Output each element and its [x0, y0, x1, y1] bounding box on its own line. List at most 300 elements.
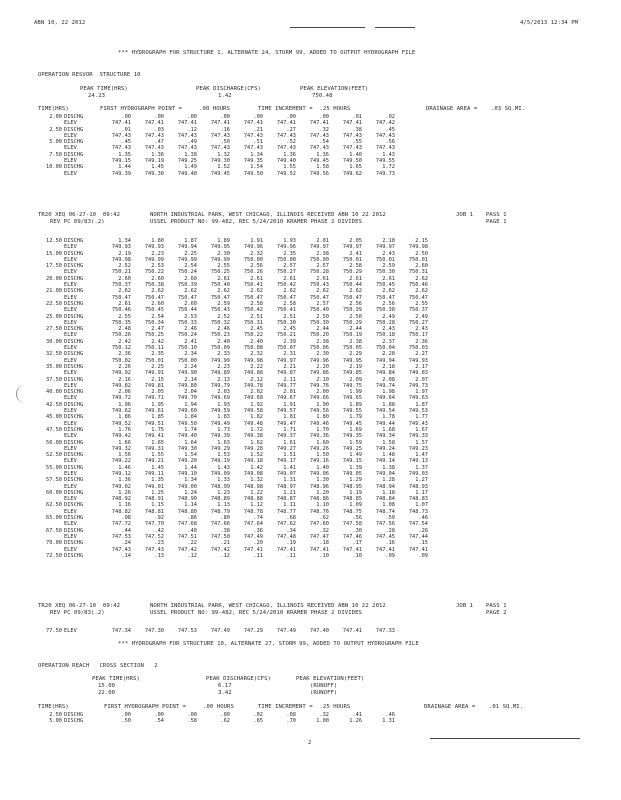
value-cell: 1.40	[316, 464, 329, 471]
value-cell: 2.23	[151, 250, 164, 257]
type-cell: DISCHG	[64, 351, 84, 358]
time-cell: 22.50	[46, 300, 62, 307]
value-cell: 2.24	[184, 363, 197, 370]
value-cell: 1.34	[118, 238, 131, 244]
value-cell: 749.39	[210, 433, 230, 440]
value-cell: 1.73	[217, 426, 230, 433]
value-cell: 749.48	[243, 420, 263, 427]
value-cell: 1.36	[118, 477, 131, 484]
value-cell: 2.25	[184, 250, 197, 257]
value-cell: .00	[253, 114, 263, 120]
value-cell: .28	[385, 527, 395, 534]
value-cell: .01	[352, 114, 362, 120]
value-cell: 750.47	[243, 294, 263, 301]
time-cell: 12.50	[46, 238, 62, 244]
value-cell: 1.38	[184, 151, 197, 158]
value-cell: .54	[154, 718, 164, 725]
type-cell: DISCHG	[64, 263, 84, 270]
value-cell: 1.84	[184, 414, 197, 421]
value-cell: 747.41	[144, 120, 164, 127]
table-row	[40, 718, 395, 724]
value-cell: 747.43	[243, 132, 263, 139]
value-cell: 750.12	[111, 345, 131, 352]
value-cell: 750.17	[408, 332, 428, 339]
value-cell: 747.43	[144, 132, 164, 139]
value-cell: 1.43	[217, 464, 230, 471]
value-cell: 748.82	[111, 508, 131, 515]
value-cell: 748.81	[144, 508, 164, 515]
type-cell: ELEV	[64, 269, 77, 276]
value-cell: 749.39	[111, 170, 131, 177]
value-cell: 2.61	[316, 275, 329, 282]
value-cell: 1.60	[316, 439, 329, 446]
value-cell: 747.43	[309, 132, 329, 139]
value-cell: 2.21	[283, 363, 296, 370]
value-cell: 750.29	[342, 269, 362, 276]
op2-peak-time-2: 22.00	[98, 690, 116, 696]
value-cell: 748.98	[243, 483, 263, 490]
value-cell: .15	[418, 540, 428, 547]
value-cell: .21	[253, 126, 263, 133]
peak-elevation-label: PEAK ELEVATION(FEET)	[300, 86, 369, 92]
value-cell: 750.42	[243, 307, 263, 314]
value-cell: 749.73	[408, 382, 428, 389]
value-cell: 750.18	[375, 332, 395, 339]
value-cell: 1.91	[250, 238, 263, 244]
value-cell: 2.53	[151, 263, 164, 270]
value-cell: 2.62	[349, 288, 362, 295]
value-cell: 749.35	[342, 433, 362, 440]
value-cell: 2.26	[118, 363, 131, 370]
value-cell: 2.49	[382, 313, 395, 320]
op2-peak-discharge-1: 6.17	[218, 683, 232, 689]
value-cell: 750.01	[408, 256, 428, 263]
value-cell: 750.40	[210, 282, 230, 289]
value-cell: 749.49	[210, 420, 230, 427]
value-cell: 1.70	[316, 426, 329, 433]
op2-peak-time-label: PEAK TIME(HRS)	[92, 676, 140, 682]
time-cell: 32.50	[46, 351, 62, 358]
value-cell: 749.16	[309, 458, 329, 465]
value-cell: 749.13	[408, 458, 428, 465]
value-cell: 749.99	[177, 256, 197, 263]
type-cell: ELEV	[64, 319, 77, 326]
value-cell: 1.09	[349, 502, 362, 509]
value-cell: 2.45	[283, 326, 296, 333]
value-cell: 749.71	[144, 395, 164, 402]
value-cell: 2.10	[382, 238, 395, 244]
value-cell: 749.11	[144, 470, 164, 477]
value-cell: 750.30	[276, 319, 296, 326]
type-cell: ELEV	[64, 483, 77, 490]
value-cell: 749.90	[177, 370, 197, 377]
value-cell: 1.32	[217, 151, 230, 158]
value-cell: 1.53	[217, 452, 230, 459]
value-cell: 749.97	[309, 244, 329, 251]
value-cell: 749.35	[243, 158, 263, 165]
op2-peak-discharge-label: PEAK DISCHARGE(CFS)	[206, 676, 271, 682]
value-cell: 749.68	[243, 395, 263, 402]
value-cell: 748.99	[210, 483, 230, 490]
value-cell: 1.93	[283, 238, 296, 244]
value-cell: 749.47	[276, 420, 296, 427]
time-cell: 55.00	[46, 464, 62, 471]
type-cell: DISCHG	[64, 151, 84, 158]
value-cell: 1.26	[118, 489, 131, 496]
value-cell: 749.67	[276, 395, 296, 402]
type-cell: DISCHG	[64, 452, 84, 459]
value-cell: 1.14	[184, 502, 197, 509]
value-cell: 2.51	[250, 313, 263, 320]
value-cell: 1.54	[184, 452, 197, 459]
value-cell: .02	[385, 114, 395, 120]
value-cell: 749.93	[111, 244, 131, 251]
op2-peak-elevation-1: (RUNOFF)	[310, 683, 338, 689]
value-cell: 747.43	[111, 546, 131, 553]
value-cell: 748.93	[408, 483, 428, 490]
value-cell: 747.43	[144, 546, 164, 553]
job2-header-left-b: REV PC 09/83(.2)	[50, 610, 105, 616]
value-cell: 748.87	[276, 496, 296, 503]
value-cell: 749.52	[276, 170, 296, 177]
time-cell: 77.50	[46, 628, 62, 634]
value-cell: 2.28	[382, 351, 395, 358]
value-cell: 1.20	[316, 489, 329, 496]
value-cell: 2.01	[283, 389, 296, 396]
job2-header-center-b: USSEL PRODUCT NO: 99-482, REC 5/24/2010 KRAMER PHASE 2 DIVIDES	[150, 610, 362, 616]
value-cell: 750.23	[210, 332, 230, 339]
value-cell: 749.96	[243, 244, 263, 251]
value-cell: 749.10	[177, 470, 197, 477]
value-cell: 1.34	[250, 151, 263, 158]
value-cell: 2.57	[316, 263, 329, 270]
value-cell: .41	[352, 712, 362, 718]
value-cell: 747.49	[276, 628, 296, 634]
value-cell: 2.40	[217, 338, 230, 345]
value-cell: 1.23	[217, 489, 230, 496]
value-cell: .08	[286, 712, 296, 718]
value-cell: 1.21	[283, 489, 296, 496]
op2-peak-discharge-2: 3.42	[218, 690, 232, 696]
pass2-label: PASS 1	[486, 603, 507, 609]
value-cell: 749.20	[177, 458, 197, 465]
op2-peak-elevation-label: PEAK ELEVATION(FEET)	[296, 676, 365, 682]
value-cell: 750.31	[408, 269, 428, 276]
value-cell: 1.69	[349, 426, 362, 433]
value-cell: 747.41	[408, 546, 428, 553]
value-cell: 750.21	[276, 332, 296, 339]
type-cell: DISCHG	[64, 401, 84, 408]
value-cell: 2.03	[217, 389, 230, 396]
operation-title: OPERATION RESVOR STRUCTURE 10	[38, 72, 141, 78]
value-cell: 2.47	[151, 326, 164, 333]
value-cell: .09	[385, 552, 395, 559]
value-cell: 750.38	[144, 282, 164, 289]
type-cell: DISCHG	[64, 238, 84, 244]
type-cell: DISCHG	[64, 139, 84, 146]
value-cell: 1.56	[118, 452, 131, 459]
value-cell: 750.21	[111, 269, 131, 276]
value-cell: .09	[418, 552, 428, 559]
value-cell: 2.58	[250, 300, 263, 307]
value-cell: .13	[154, 552, 164, 559]
value-cell: 1.58	[382, 439, 395, 446]
value-cell: 1.26	[349, 718, 362, 725]
value-cell: 749.24	[375, 445, 395, 452]
value-cell: 750.28	[375, 319, 395, 326]
time-increment-label: TIME INCREMENT = .25 HOURS	[258, 106, 351, 112]
value-cell: 750.24	[177, 269, 197, 276]
value-cell: 1.92	[250, 401, 263, 408]
page-label: PAGE 1	[486, 219, 507, 225]
type-cell: DISCHG	[64, 515, 84, 522]
value-cell: 749.32	[111, 445, 131, 452]
time-cell: 27.50	[46, 326, 62, 333]
value-cell: .46	[418, 515, 428, 522]
value-cell: 747.43	[342, 145, 362, 152]
type-cell: DISCHG	[64, 275, 84, 282]
value-cell: 750.43	[210, 307, 230, 314]
type-cell: ELEV	[64, 408, 77, 415]
value-cell: 749.95	[342, 357, 362, 364]
type-cell: DISCHG	[64, 712, 84, 718]
value-cell: 750.20	[309, 332, 329, 339]
type-cell: DISCHG	[64, 363, 84, 370]
value-cell: 749.46	[309, 420, 329, 427]
value-cell: 2.10	[316, 376, 329, 383]
time-cell: 47.50	[46, 426, 62, 433]
value-cell: 749.97	[375, 244, 395, 251]
table-row	[40, 171, 395, 177]
value-cell: 2.27	[415, 351, 428, 358]
type-cell: ELEV	[64, 533, 77, 540]
value-cell: .62	[319, 515, 329, 522]
value-cell: 750.40	[309, 307, 329, 314]
value-cell: 1.16	[118, 502, 131, 509]
value-cell: 2.55	[118, 313, 131, 320]
time-cell: 62.50	[46, 502, 62, 509]
time-cell: 67.50	[46, 527, 62, 534]
time-cell: 52.50	[46, 452, 62, 459]
value-cell: 749.95	[210, 244, 230, 251]
value-cell: 749.30	[210, 158, 230, 165]
value-cell: 750.47	[144, 294, 164, 301]
value-cell: 2.60	[151, 300, 164, 307]
value-cell: .55	[352, 139, 362, 146]
header-date-right: 4/5/2013 12:34 PM	[520, 20, 579, 26]
job-header-center-a: NORTH INDUSTRIAL PARK, WEST CHICAGO, ILLINOIS RECEIVED ABN 10 22 2012	[150, 212, 386, 218]
value-cell: 749.05	[342, 470, 362, 477]
value-cell: 2.54	[151, 313, 164, 320]
value-cell: 749.89	[210, 370, 230, 377]
value-cell: 748.92	[111, 496, 131, 503]
value-cell: 1.79	[349, 414, 362, 421]
value-cell: 749.50	[243, 170, 263, 177]
time-cell: 5.00	[49, 718, 62, 725]
value-cell: 749.07	[276, 470, 296, 477]
value-cell: 747.50	[210, 533, 230, 540]
value-cell: 1.93	[217, 401, 230, 408]
value-cell: 750.22	[243, 332, 263, 339]
type-cell: DISCHG	[64, 114, 84, 120]
value-cell: .50	[220, 139, 230, 146]
value-cell: 747.41	[309, 120, 329, 127]
value-cell: 1.94	[184, 401, 197, 408]
value-cell: .23	[154, 540, 164, 547]
value-cell: 749.86	[309, 370, 329, 377]
value-cell: 748.76	[309, 508, 329, 515]
value-cell: 1.31	[283, 477, 296, 484]
peak-discharge-value: 1.42	[218, 93, 232, 99]
time-cell: 10.00	[46, 164, 62, 171]
drainage-area-label: DRAINAGE AREA = .03 SQ.MI.	[426, 106, 526, 112]
value-cell: 747.30	[144, 628, 164, 634]
value-cell: 1.07	[415, 502, 428, 509]
type-cell: ELEV	[64, 628, 77, 634]
value-cell: 2.43	[415, 326, 428, 333]
value-cell: 749.09	[210, 470, 230, 477]
value-cell: 747.72	[111, 521, 131, 528]
value-cell: 747.41	[375, 546, 395, 553]
value-cell: 2.39	[283, 338, 296, 345]
value-cell: .20	[253, 540, 263, 547]
value-cell: 749.94	[375, 357, 395, 364]
value-cell: 1.67	[415, 426, 428, 433]
value-cell: 1.55	[151, 452, 164, 459]
value-cell: 750.10	[177, 345, 197, 352]
op2-first-point-label: FIRST HYDROGRAPH POINT = .00 HOURS	[104, 704, 234, 710]
value-cell: 749.19	[210, 458, 230, 465]
value-cell: 1.15	[151, 502, 164, 509]
value-cell: 2.15	[151, 376, 164, 383]
value-cell: 747.54	[408, 521, 428, 528]
value-cell: 2.32	[250, 250, 263, 257]
value-cell: 2.52	[118, 263, 131, 270]
value-cell: 750.27	[408, 319, 428, 326]
value-cell: 2.19	[349, 363, 362, 370]
value-cell: 750.34	[144, 319, 164, 326]
value-cell: 748.77	[276, 508, 296, 515]
value-cell: 749.55	[375, 158, 395, 165]
hydrograph-title-1: *** HYDROGRAPH FOR STRUCTURE 1, ALTERNATE 24, STORM 99, ADDED TO OUTPUT HYDROGRAPH FILE	[118, 50, 416, 56]
value-cell: 2.17	[415, 363, 428, 370]
value-cell: 1.27	[415, 477, 428, 484]
value-cell: 2.42	[118, 338, 131, 345]
type-cell: ELEV	[64, 420, 77, 427]
value-cell: 2.54	[184, 263, 197, 270]
value-cell: 1.19	[349, 489, 362, 496]
value-cell: 749.84	[375, 370, 395, 377]
value-cell: 2.60	[118, 275, 131, 282]
job2-label: JOB 1	[456, 603, 474, 609]
time-cell: 40.00	[46, 389, 62, 396]
time-cell: 35.00	[46, 363, 62, 370]
value-cell: 1.36	[316, 151, 329, 158]
value-cell: 747.41	[243, 120, 263, 127]
job2-header-left-a: TR20 XEQ 06-27-10 09:42	[38, 603, 121, 609]
op2-peak-elevation-2: (RUNOFF)	[310, 690, 338, 696]
value-cell: .49	[187, 139, 197, 146]
value-cell: 749.65	[342, 395, 362, 402]
value-cell: .12	[187, 552, 197, 559]
value-cell: 750.46	[111, 307, 131, 314]
type-cell: DISCHG	[64, 718, 84, 725]
value-cell: 749.38	[243, 433, 263, 440]
value-cell: 747.41	[111, 120, 131, 127]
value-cell: .56	[385, 139, 395, 146]
value-cell: 2.51	[283, 313, 296, 320]
value-cell: 1.64	[184, 439, 197, 446]
type-cell: DISCHG	[64, 126, 84, 133]
value-cell: 749.94	[177, 244, 197, 251]
value-cell: 749.85	[342, 370, 362, 377]
value-cell: 747.43	[144, 145, 164, 152]
value-cell: 749.27	[276, 445, 296, 452]
value-cell: 2.43	[382, 326, 395, 333]
value-cell: 748.83	[408, 496, 428, 503]
value-cell: .14	[121, 552, 131, 559]
value-cell: 749.50	[342, 158, 362, 165]
value-cell: 748.79	[210, 508, 230, 515]
value-cell: 750.30	[375, 269, 395, 276]
value-cell: 749.17	[276, 458, 296, 465]
value-cell: 2.61	[250, 275, 263, 282]
value-cell: 747.41	[177, 120, 197, 127]
value-cell: 1.41	[283, 464, 296, 471]
value-cell: .16	[385, 540, 395, 547]
value-cell: 749.60	[177, 408, 197, 415]
value-cell: 749.97	[342, 244, 362, 251]
value-cell: 747.48	[276, 533, 296, 540]
value-cell: 750.01	[144, 357, 164, 364]
value-cell: 1.36	[151, 151, 164, 158]
value-cell: 2.43	[382, 250, 395, 257]
page-number: 2	[308, 740, 312, 746]
value-cell: .00	[220, 712, 230, 718]
value-cell: 2.52	[217, 313, 230, 320]
time-column-label: TIME(HRS)	[38, 106, 69, 112]
value-cell: 2.14	[184, 376, 197, 383]
value-cell: 1.10	[316, 502, 329, 509]
value-cell: .02	[253, 712, 263, 718]
page2-data-row	[40, 628, 395, 634]
value-cell: 747.64	[243, 521, 263, 528]
value-cell: 1.49	[349, 452, 362, 459]
value-cell: 2.11	[283, 376, 296, 383]
value-cell: 750.44	[177, 307, 197, 314]
value-cell: .00	[220, 114, 230, 120]
value-cell: 1.78	[382, 414, 395, 421]
value-cell: 1.36	[283, 151, 296, 158]
time-cell: 30.00	[46, 338, 62, 345]
value-cell: .68	[286, 515, 296, 522]
value-cell: 748.73	[408, 508, 428, 515]
value-cell: 1.34	[184, 477, 197, 484]
value-cell: .00	[187, 114, 197, 120]
type-cell: DISCHG	[64, 250, 84, 257]
op2-peak-time-1: 15.00	[98, 683, 116, 689]
value-cell: 748.91	[144, 496, 164, 503]
value-cell: 2.34	[184, 351, 197, 358]
value-cell: 749.30	[177, 445, 197, 452]
time-cell: 21.00	[46, 288, 62, 295]
value-cell: 1.00	[316, 718, 329, 725]
value-cell: 749.58	[243, 408, 263, 415]
type-cell: ELEV	[64, 521, 77, 528]
value-cell: 750.06	[309, 345, 329, 352]
value-cell: 1.54	[250, 164, 263, 171]
type-cell: ELEV	[64, 496, 77, 503]
